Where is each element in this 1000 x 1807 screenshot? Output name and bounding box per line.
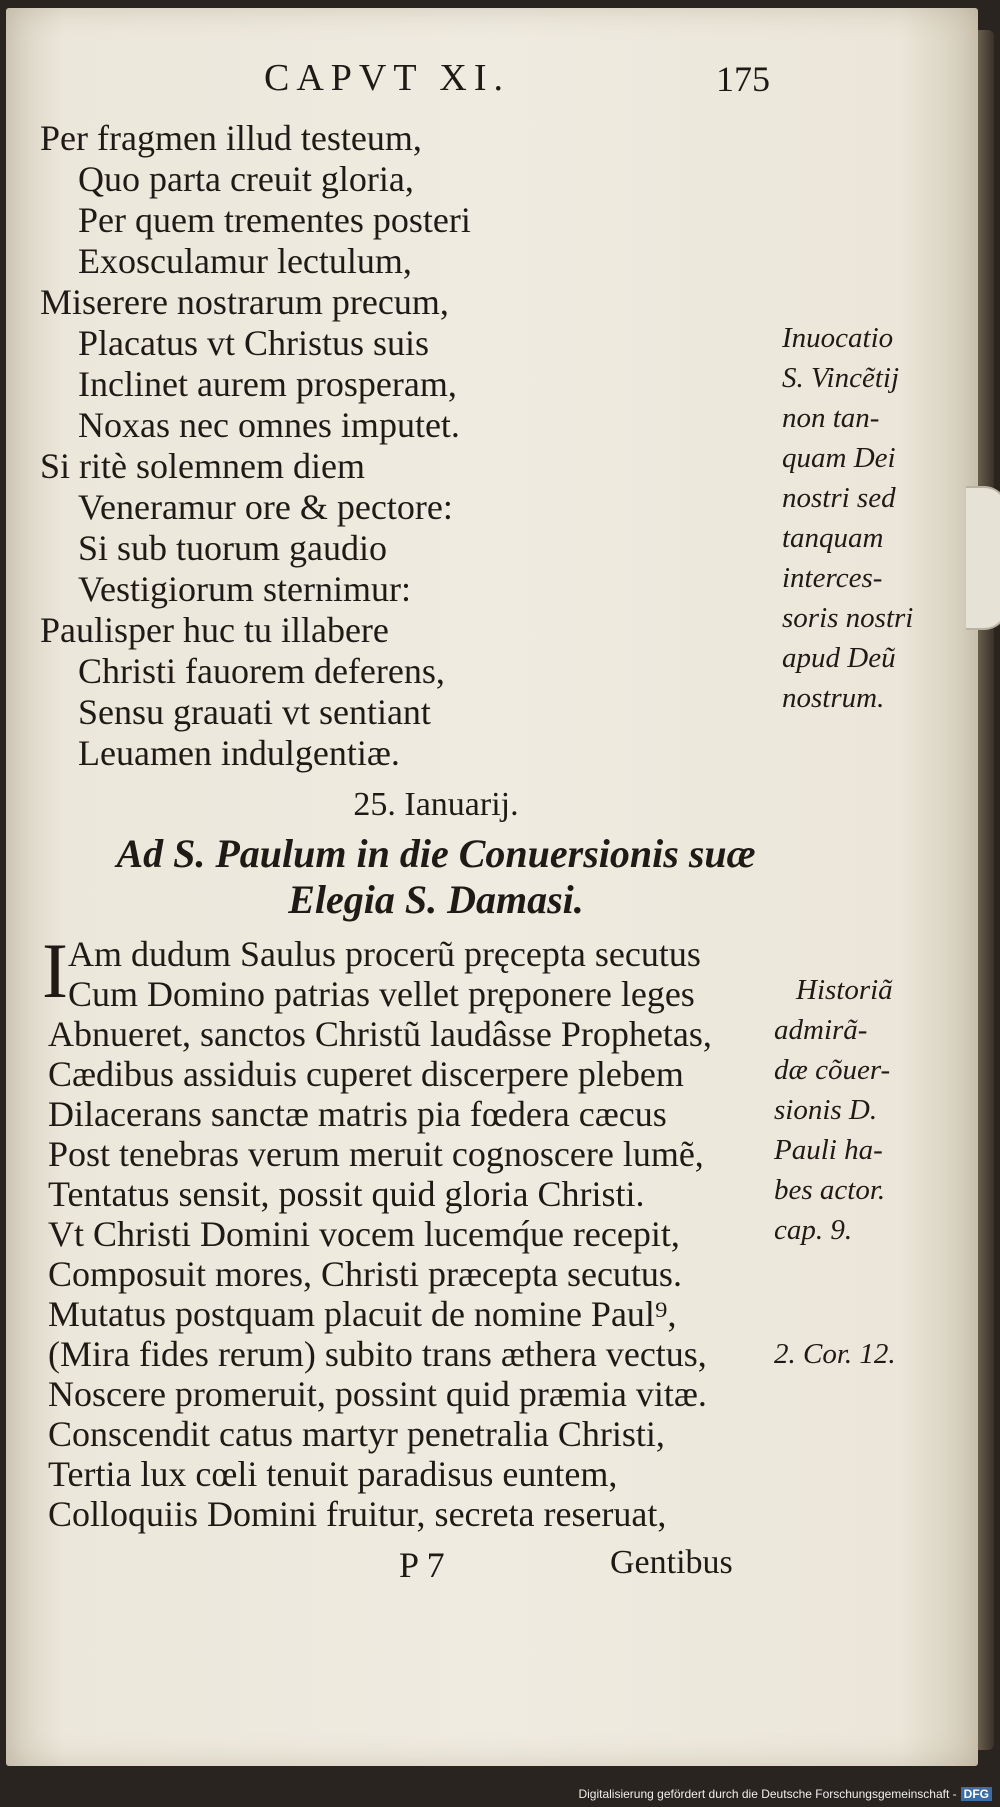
hymn-line: Noxas nec omnes imputet. xyxy=(78,405,460,445)
book-page xyxy=(6,8,978,1766)
elegy-line: Conscendit catus martyr penetralia Christi, xyxy=(48,1414,665,1454)
elegy-line: Mutatus postquam placuit de nomine Paul⁹, xyxy=(48,1294,677,1334)
margin-note-line: cap. 9. xyxy=(774,1214,853,1246)
elegy-line: Tentatus sensit, possit quid gloria Christi. xyxy=(48,1174,645,1214)
hymn-line: Leuamen indulgentiæ. xyxy=(78,733,400,773)
hymn-line: Christi fauorem deferens, xyxy=(78,651,445,691)
margin-note-line: nostrum. xyxy=(782,682,885,714)
elegy-line: Cædibus assiduis cuperet discerpere plebem xyxy=(48,1054,684,1094)
margin-note-line: Historiã xyxy=(796,974,893,1006)
page-footer xyxy=(6,1544,978,1588)
margin-note-line: S. Vincẽtij xyxy=(782,362,900,394)
hymn-line: Miserere nostrarum precum, xyxy=(40,282,449,322)
margin-note-line: admirã- xyxy=(774,1014,868,1046)
drop-cap: I xyxy=(42,927,68,1014)
margin-note-line: sionis D. xyxy=(774,1094,878,1126)
credit-text: Digitalisierung gefördert durch die Deutsche Forschungsgemeinschaft - xyxy=(578,1787,957,1801)
page-tab xyxy=(966,486,1000,630)
hymn-line: Per fragmen illud testeum, xyxy=(40,118,422,158)
margin-note-line: Inuocatio xyxy=(782,322,894,354)
margin-note-line: bes actor. xyxy=(774,1174,886,1206)
margin-note-line: Pauli ha- xyxy=(774,1134,883,1166)
section-title: Ad S. Paulum in die Conuersionis suæ xyxy=(116,831,756,876)
section-subtitle: Elegia S. Damasi. xyxy=(288,877,584,922)
section-date: 25. Ianuarij. xyxy=(353,786,519,823)
hymn-line: Si ritè solemnem diem xyxy=(40,446,365,486)
hymn-line: Placatus vt Christus suis xyxy=(78,323,430,363)
margin-note-line: soris nostri xyxy=(782,602,914,634)
elegy-line: Post tenebras verum meruit cognoscere lumẽ, xyxy=(48,1134,704,1174)
digitization-credit xyxy=(578,1787,992,1801)
elegy-line: Composuit mores, Christi præcepta secutus. xyxy=(48,1254,682,1294)
hymn-line: Paulisper huc tu illabere xyxy=(40,610,389,650)
elegy-line: (Mira fides rerum) subito trans æthera vectus, xyxy=(48,1334,707,1374)
margin-note-line: dæ cõuer- xyxy=(774,1054,891,1086)
elegy-line: Colloquiis Domini fruitur, secreta reseruat, xyxy=(48,1494,667,1534)
hymn-line: Si sub tuorum gaudio xyxy=(78,528,388,568)
elegy-line: Am dudum Saulus procerũ pręcepta secutus xyxy=(68,934,701,974)
hymn-line: Veneramur ore & pectore: xyxy=(78,487,453,527)
page-number: 175 xyxy=(716,59,770,99)
hymn-line: Per quem trementes posteri xyxy=(78,200,471,240)
running-title: CAPVT XI. xyxy=(264,57,510,99)
dfg-logo: DFG xyxy=(961,1787,992,1801)
catchword: Gentibus xyxy=(610,1544,733,1581)
page-header xyxy=(6,56,978,116)
margin-note-line: interces- xyxy=(782,562,883,594)
book-edge xyxy=(978,30,994,1750)
elegy-line: Vt Christi Domini vocem lucemq́ue recepit, xyxy=(48,1214,680,1254)
signature-mark: P 7 xyxy=(399,1545,445,1585)
hymn-line: Exosculamur lectulum, xyxy=(78,241,412,281)
elegy-line: Dilacerans sanctæ matris pia fœdera cæcus xyxy=(48,1094,667,1134)
hymn-line: Inclinet aurem prosperam, xyxy=(78,364,457,404)
margin-note-line: tanquam xyxy=(782,522,884,554)
hymn-line: Vestigiorum sternimur: xyxy=(78,569,411,609)
margin-note-reference: 2. Cor. 12. xyxy=(774,1338,896,1370)
elegy-line: Cum Domino patrias vellet pręponere leges xyxy=(68,974,695,1014)
elegy-line: Noscere promeruit, possint quid præmia vitæ. xyxy=(48,1374,707,1414)
hymn-line: Sensu grauati vt sentiant xyxy=(78,692,431,732)
elegy-line: Tertia lux cœli tenuit paradisus euntem, xyxy=(48,1454,618,1494)
margin-note-line: apud Deũ xyxy=(782,642,896,674)
margin-note-line: non tan- xyxy=(782,402,880,434)
margin-note-line: quam Dei xyxy=(782,442,896,474)
margin-note-line: nostri sed xyxy=(782,482,896,514)
elegy-line: Abnueret, sanctos Christũ laudâsse Prophetas, xyxy=(48,1014,712,1054)
hymn-line: Quo parta creuit gloria, xyxy=(78,159,414,199)
